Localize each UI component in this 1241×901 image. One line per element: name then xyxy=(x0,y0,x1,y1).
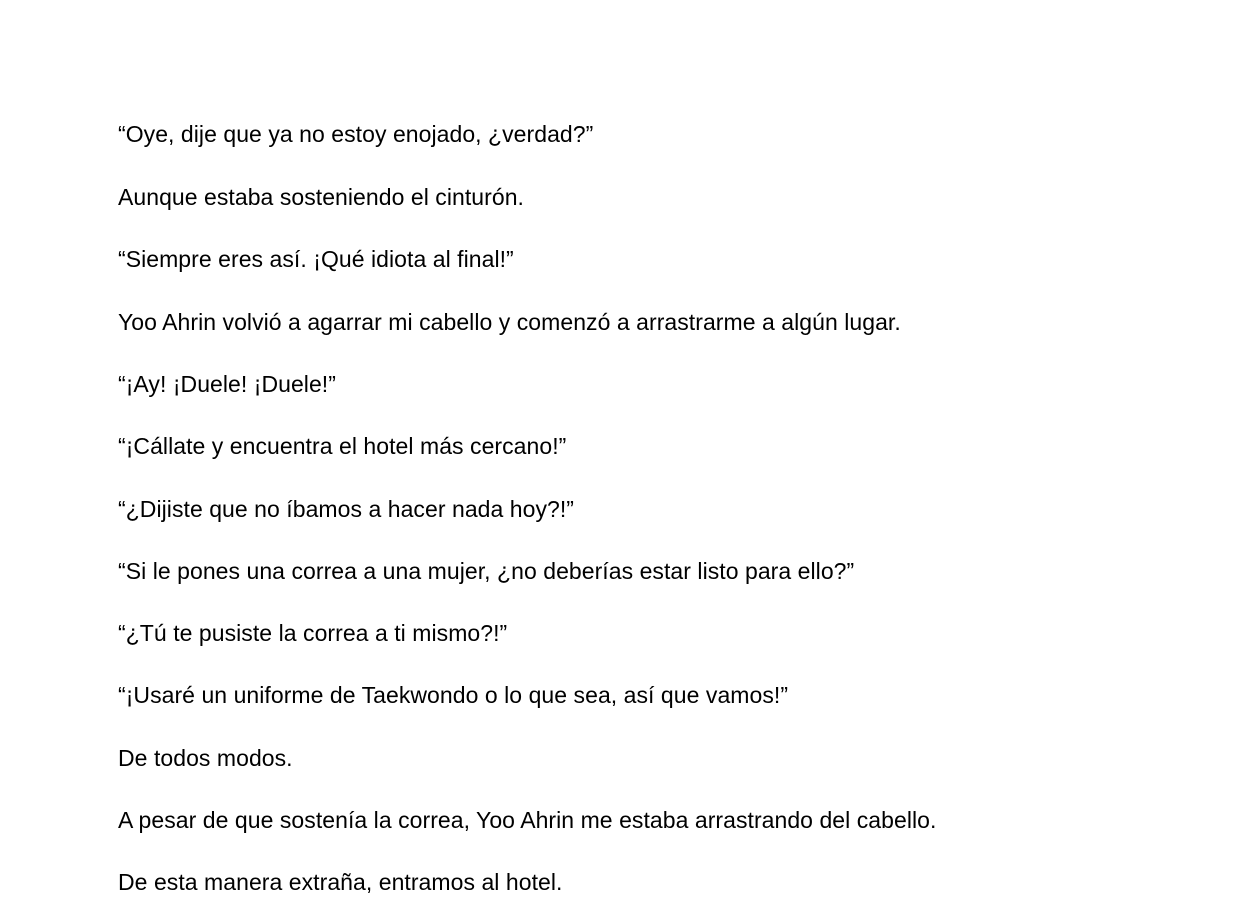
paragraph: “¡Usaré un uniforme de Taekwondo o lo que sea, así que vamos!” xyxy=(118,682,789,708)
paragraph: “¿Dijiste que no íbamos a hacer nada hoy?!” xyxy=(118,496,575,522)
paragraph: Yoo Ahrin volvió a agarrar mi cabello y comenzó a arrastrarme a algún lugar. xyxy=(118,309,901,335)
paragraph: “Siempre eres así. ¡Qué idiota al final!” xyxy=(118,246,514,272)
paragraph: “¿Tú te pusiste la correa a ti mismo?!” xyxy=(118,620,508,646)
paragraph: De todos modos. xyxy=(118,745,293,771)
paragraph: “¡Ay! ¡Duele! ¡Duele!” xyxy=(118,371,336,397)
paragraph: “Si le pones una correa a una mujer, ¿no deberías estar listo para ello?” xyxy=(118,558,855,584)
paragraph: “¡Cállate y encuentra el hotel más cercano!” xyxy=(118,433,567,459)
paragraph: De esta manera extraña, entramos al hotel. xyxy=(118,869,563,895)
paragraph: Aunque estaba sosteniendo el cinturón. xyxy=(118,184,524,210)
paragraph: “Oye, dije que ya no estoy enojado, ¿verdad?” xyxy=(118,121,594,147)
paragraph: A pesar de que sostenía la correa, Yoo Ahrin me estaba arrastrando del cabello. xyxy=(118,807,937,833)
